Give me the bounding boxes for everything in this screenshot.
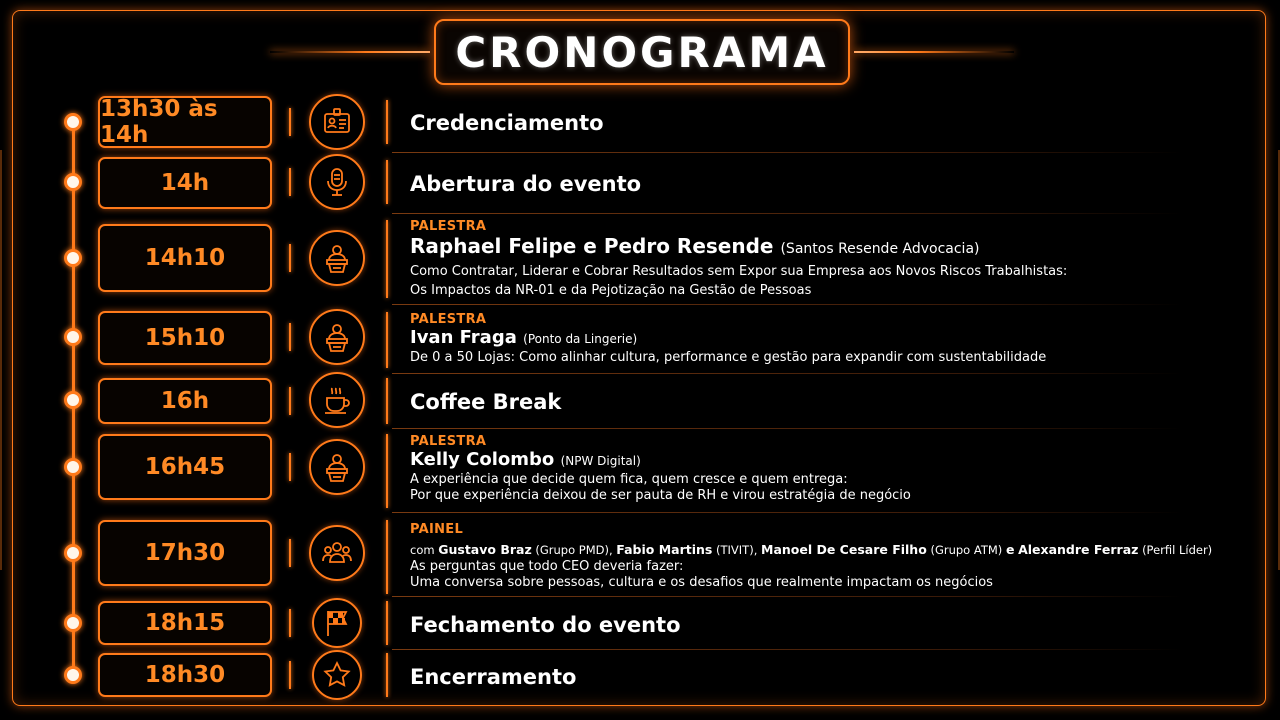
panelist-affiliation: (Grupo PMD),: [535, 543, 613, 557]
separator: [289, 453, 291, 481]
speaker-line: [410, 327, 1046, 350]
panel-conjunction: e: [1005, 542, 1015, 557]
separator: [289, 244, 291, 272]
item-title: Coffee Break: [410, 390, 562, 414]
speaker-affiliation: (Santos Resende Advocacia): [780, 241, 980, 257]
row-divider: [392, 304, 1182, 305]
separator: [289, 387, 291, 415]
row-divider: [392, 152, 1182, 153]
talk-label: PALESTRA: [410, 434, 487, 449]
panelists-line: [410, 542, 1212, 558]
separator: [386, 100, 388, 144]
timeline-dot: [64, 458, 82, 476]
panelist-affiliation: (Perfil Líder): [1142, 543, 1213, 557]
separator: [386, 653, 388, 697]
panelist-name: Fabio Martins: [616, 542, 713, 557]
title-box: [434, 19, 850, 85]
talk-block: [410, 312, 1046, 366]
panelist-affiliation: (Grupo ATM): [930, 543, 1003, 557]
row-divider: [392, 213, 1182, 214]
badge-icon: [309, 94, 365, 150]
time-box: 16h45: [98, 434, 272, 500]
separator: [386, 160, 388, 204]
talk-description: Como Contratar, Liderar e Cobrar Resultados sem Expor sua Empresa aos Novos Riscos Trabalhistas:: [410, 264, 1068, 279]
separator: [386, 601, 388, 645]
panel-block: [410, 522, 1212, 591]
row-divider: [392, 373, 1182, 374]
talk-description: De 0 a 50 Lojas: Como alinhar cultura, performance e gestão para expandir com sustentabilidade: [410, 350, 1047, 365]
timeline-dot: [64, 391, 82, 409]
time-box: 16h: [98, 378, 272, 424]
panelist-name: Gustavo Braz: [438, 542, 532, 557]
speaker-name: Raphael Felipe e Pedro Resende: [410, 234, 774, 258]
row-divider: [392, 512, 1182, 513]
separator: [386, 378, 388, 424]
separator: [289, 609, 291, 637]
item-title: Encerramento: [410, 665, 577, 689]
separator: [289, 661, 291, 689]
time-box: 18h30: [98, 653, 272, 697]
time-box: 14h10: [98, 224, 272, 292]
time-box: 17h30: [98, 520, 272, 586]
star-icon: [312, 650, 362, 700]
separator: [386, 312, 388, 368]
microphone-icon: [309, 154, 365, 210]
speaker-name: Ivan Fraga: [410, 327, 517, 348]
panel-description: As perguntas que todo CEO deveria fazer:: [410, 559, 684, 574]
separator: [289, 539, 291, 567]
speaker-name: Kelly Colombo: [410, 449, 555, 470]
panel-label: PAINEL: [410, 522, 464, 537]
talk-block: [410, 434, 911, 504]
talk-description: A experiência que decide quem fica, quem cresce e quem entrega:: [410, 472, 848, 487]
timeline-dot: [64, 614, 82, 632]
speaker-podium-icon: [309, 309, 365, 365]
panelist-name: Alexandre Ferraz: [1018, 542, 1139, 557]
time-box: 18h15: [98, 601, 272, 645]
talk-block: [410, 219, 1067, 299]
title-line-right: [854, 51, 1014, 53]
timeline-dot: [64, 173, 82, 191]
speaker-podium-icon: [309, 439, 365, 495]
talk-description: Os Impactos da NR-01 e da Pejotização na Gestão de Pessoas: [410, 283, 812, 298]
talk-label: PALESTRA: [410, 219, 487, 234]
time-box: 13h30 às 14h: [98, 96, 272, 148]
item-title: Fechamento do evento: [410, 613, 681, 637]
timeline-dot: [64, 666, 82, 684]
talk-label: PALESTRA: [410, 312, 487, 327]
timeline-dot: [64, 113, 82, 131]
separator: [386, 434, 388, 508]
speaker-affiliation: (NPW Digital): [560, 454, 641, 468]
panel-prefix: com: [410, 543, 435, 557]
page-title: CRONOGRAMA: [455, 27, 829, 77]
speaker-line: [410, 234, 1067, 261]
separator: [289, 108, 291, 136]
separator: [289, 323, 291, 351]
time-box: 14h: [98, 157, 272, 209]
group-icon: [309, 525, 365, 581]
timeline-dot: [64, 328, 82, 346]
checkered-flag-icon: [312, 598, 362, 648]
title-line-left: [270, 51, 430, 53]
talk-description: Por que experiência deixou de ser pauta de RH e virou estratégia de negócio: [410, 488, 911, 503]
timeline-dot: [64, 544, 82, 562]
time-box: 15h10: [98, 311, 272, 365]
panel-description: Uma conversa sobre pessoas, cultura e os desafios que realmente impactam os negócios: [410, 575, 993, 590]
row-divider: [392, 428, 1182, 429]
item-title: Credenciamento: [410, 111, 604, 135]
separator: [386, 220, 388, 298]
speaker-line: [410, 449, 911, 472]
row-divider: [392, 596, 1182, 597]
panelist-affiliation: (TIVIT),: [716, 543, 758, 557]
separator: [289, 168, 291, 196]
panelist-name: Manoel De Cesare Filho: [761, 542, 927, 557]
timeline-dot: [64, 249, 82, 267]
separator: [386, 520, 388, 594]
speaker-podium-icon: [309, 230, 365, 286]
row-divider: [392, 649, 1182, 650]
corner-decoration: [0, 150, 2, 570]
coffee-cup-icon: [309, 372, 365, 428]
item-title: Abertura do evento: [410, 172, 642, 196]
speaker-affiliation: (Ponto da Lingerie): [523, 332, 638, 346]
